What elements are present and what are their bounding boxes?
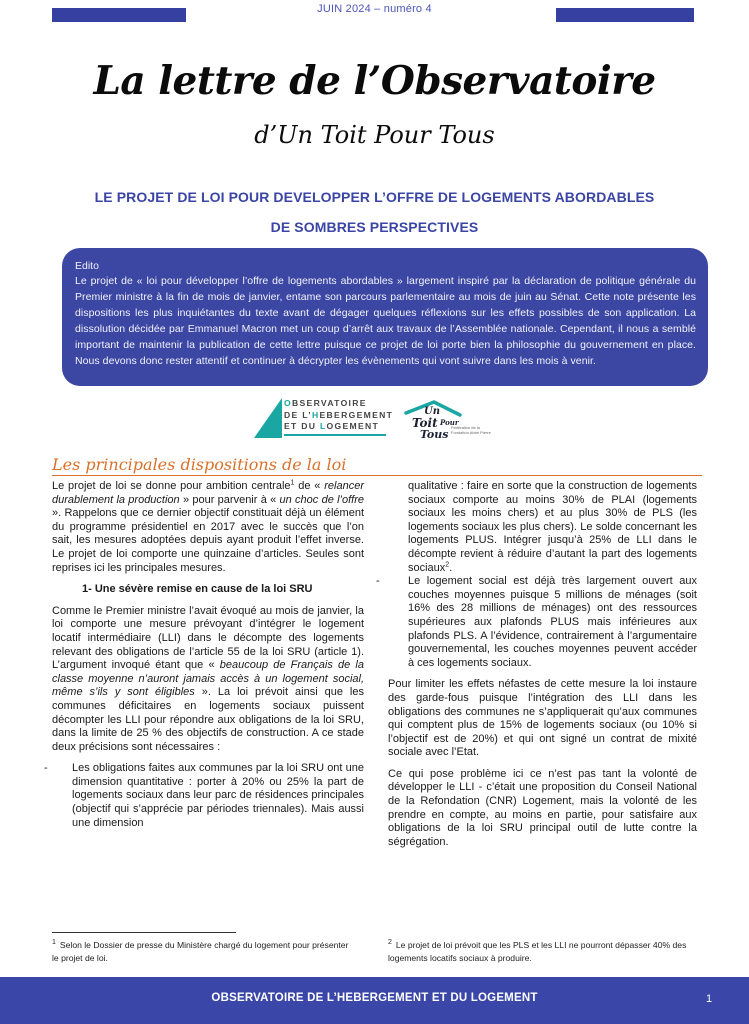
footnote-ref-2[interactable]: 2 <box>445 560 450 568</box>
paragraph-garde-fous: Pour limiter les effets néfastes de cette mesure la loi instaure des garde-fous puisque l’intégration des LLI dans les obligations des communes ne s’appliquerait qu’aux communes qui comptent plus de 15% de logements sociaux (ou 10% si l’objectif est de 20%) et qui ont signé un contrat de mixité sociale avec l’Etat. <box>388 678 697 759</box>
article-column-left <box>44 479 365 830</box>
bullet-dash: - <box>44 762 48 775</box>
footnote-2: $^2$ Le projet de loi prévoit que les PLS et les LLI ne pourront dépasser 40% des logements locatifs sociaux à produire. <box>388 939 687 963</box>
edito-box <box>62 248 708 386</box>
footer-text: OBSERVATOIRE DE L’HEBERGEMENT ET DU LOGEMENT <box>211 992 538 1004</box>
subheading-sru: 1- Une sévère remise en cause de la loi SRU <box>82 583 313 596</box>
footnote-ref-1[interactable]: 1 <box>290 479 295 487</box>
edito-text: Le projet de « loi pour développer l’offre de logements abordables » largement inspiré par la déclaration de politique générale du Premier ministre à la fin de mois de janvier, entame son parcours parlementaire au mois de juin au Sénat. Cette note présente les dispositions les plus inquiétantes du texte avant de dégager quelques réflexions sur les effets possibles de son application. La dissolution décidée par Emmanuel Macron met un coup d’arrêt aux travaux de l’Assemblée nationale. Cependant, il nous a semblé important de maintenir la publication de cette lettre puisque ce projet de loi porte bien la philosophie du gouvernement en place. Nous devons donc rester attentif et continuer à décrypter les évènements qui vont suivre dans les mois à venir. <box>75 275 696 368</box>
article-column-right <box>376 480 697 849</box>
newsletter-title: La lettre de l’Observatoire <box>93 58 656 104</box>
list-item-couches-moyennes: - Le logement social est déjà très largement ouvert aux couches moyennes puisque 5 millions de ménages (soit 16% des 28 millions de ménages) ont des ressources supérieures aux plafonds PLUS mais inférieures aux plafonds PLS. A l’évidence, contrairement à l’argumentaire gouvernemental, les couches moyennes peuvent accéder à ces logements sociaux. <box>376 575 697 669</box>
list-item-obligations-continued: qualitative : faire en sorte que la construction de logements sociaux comporte au moins 30% de PLAI (logements sociaux les moins chers) et au plus 30% de PLS (les logements sociaux les plus chers). Le solde concernant les logements PLUS. Intégrer jusqu’à 25% de LLI dans le décompte revient à réduire d’autant la part des logements sociaux$^2$. <box>408 480 697 574</box>
footnote-rule <box>52 932 236 933</box>
newsletter-subtitle: d’Un Toit Pour Tous <box>254 121 495 149</box>
observatoire-logo <box>252 396 394 440</box>
logo-tagline: Fédération de la Fondation Abbé Pierre <box>451 425 491 435</box>
edito-label: Edito <box>75 260 99 272</box>
list-item-obligations: - Les obligations faites aux communes par la loi SRU ont une dimension quantitative : porter à 20% ou 25% la part de logements sociaux dans leur parc de résidences principales (objectif qui s’apprécie par périodes triennales). Mais aussi une dimension <box>44 762 364 829</box>
un-toit-pour-tous-logo <box>404 399 494 443</box>
section-title: Les principales dispositions de la loi <box>52 455 347 474</box>
headline-line-1: LE PROJET DE LOI POUR DEVELOPPER L’OFFRE DE LOGEMENTS ABORDABLES <box>94 189 655 205</box>
observatoire-logo-underline <box>284 434 386 436</box>
bullet-dash: - <box>376 575 380 588</box>
page-number: 1 <box>706 993 713 1005</box>
paragraph-sru: Comme le Premier ministre l’avait évoqué au mois de janvier, la loi comporte une mesure prévoyant d’intégrer le logement locatif intermédiaire (LLI) dans le décompte des logements relevant des obligations de l’article 55 de la loi SRU (article 1). L’argument invoqué étant que « beaucoup de Français de la classe moyenne n’auront jamais accès à un logement social, même s’ils y sont éligibles ». La loi prévoit ainsi que les communes déficitaires en logements sociaux puissent décompter les LLI pour répondre aux obligations de la loi SRU, dans la limite de 25 % des objectifs de construction. A ce stade deux précisions sont nécessaires : <box>52 604 364 753</box>
observatoire-triangle-icon <box>252 396 286 440</box>
headline-line-2: DE SOMBRES PERSPECTIVES <box>270 219 479 235</box>
paragraph-probleme: Ce qui pose problème ici ce n’est pas tant la volonté de développer le LLI - c’était une proposition du Conseil National de la Refondation (CNR) Logement, mais la volonté de les prendre en compte, au moins en partie, pour satisfaire aux obligations de la loi SRU principal outil de lutte contre la ségrégation. <box>388 767 697 848</box>
logo-word-un: Un <box>424 406 440 417</box>
issue-label: JUIN 2024 – numéro 4 <box>317 3 432 15</box>
page-footer <box>0 977 749 1024</box>
paragraph-intro: Le projet de loi se donne pour ambition centrale$^1$ de « relancer durablement la production » pour parvenir à « un choc de l’offre ». Rappelons que ce dernier objectif constituait déjà un élément du programme présidentiel en 2017 avec le succès que l’on sait, les mesures adoptées depuis ayant produit l’effet inverse. Le projet de loi comporte une quinzaine d’articles. Seules sont reprises ici les principales mesures. <box>52 479 365 574</box>
logo-word-toit: Toit <box>412 416 438 430</box>
footnote-1: $^1$ Selon le Dossier de presse du Ministère chargé du logement pour présenter le projet de loi. <box>52 939 349 963</box>
observatoire-logo-text: OBSERVATOIRE DE L’HEBERGEMENT ET DU LOGEMENT <box>284 398 394 431</box>
logo-word-tous: Tous <box>420 428 449 441</box>
logo-word-pour: Pour <box>440 418 459 427</box>
section-rule <box>52 475 702 476</box>
